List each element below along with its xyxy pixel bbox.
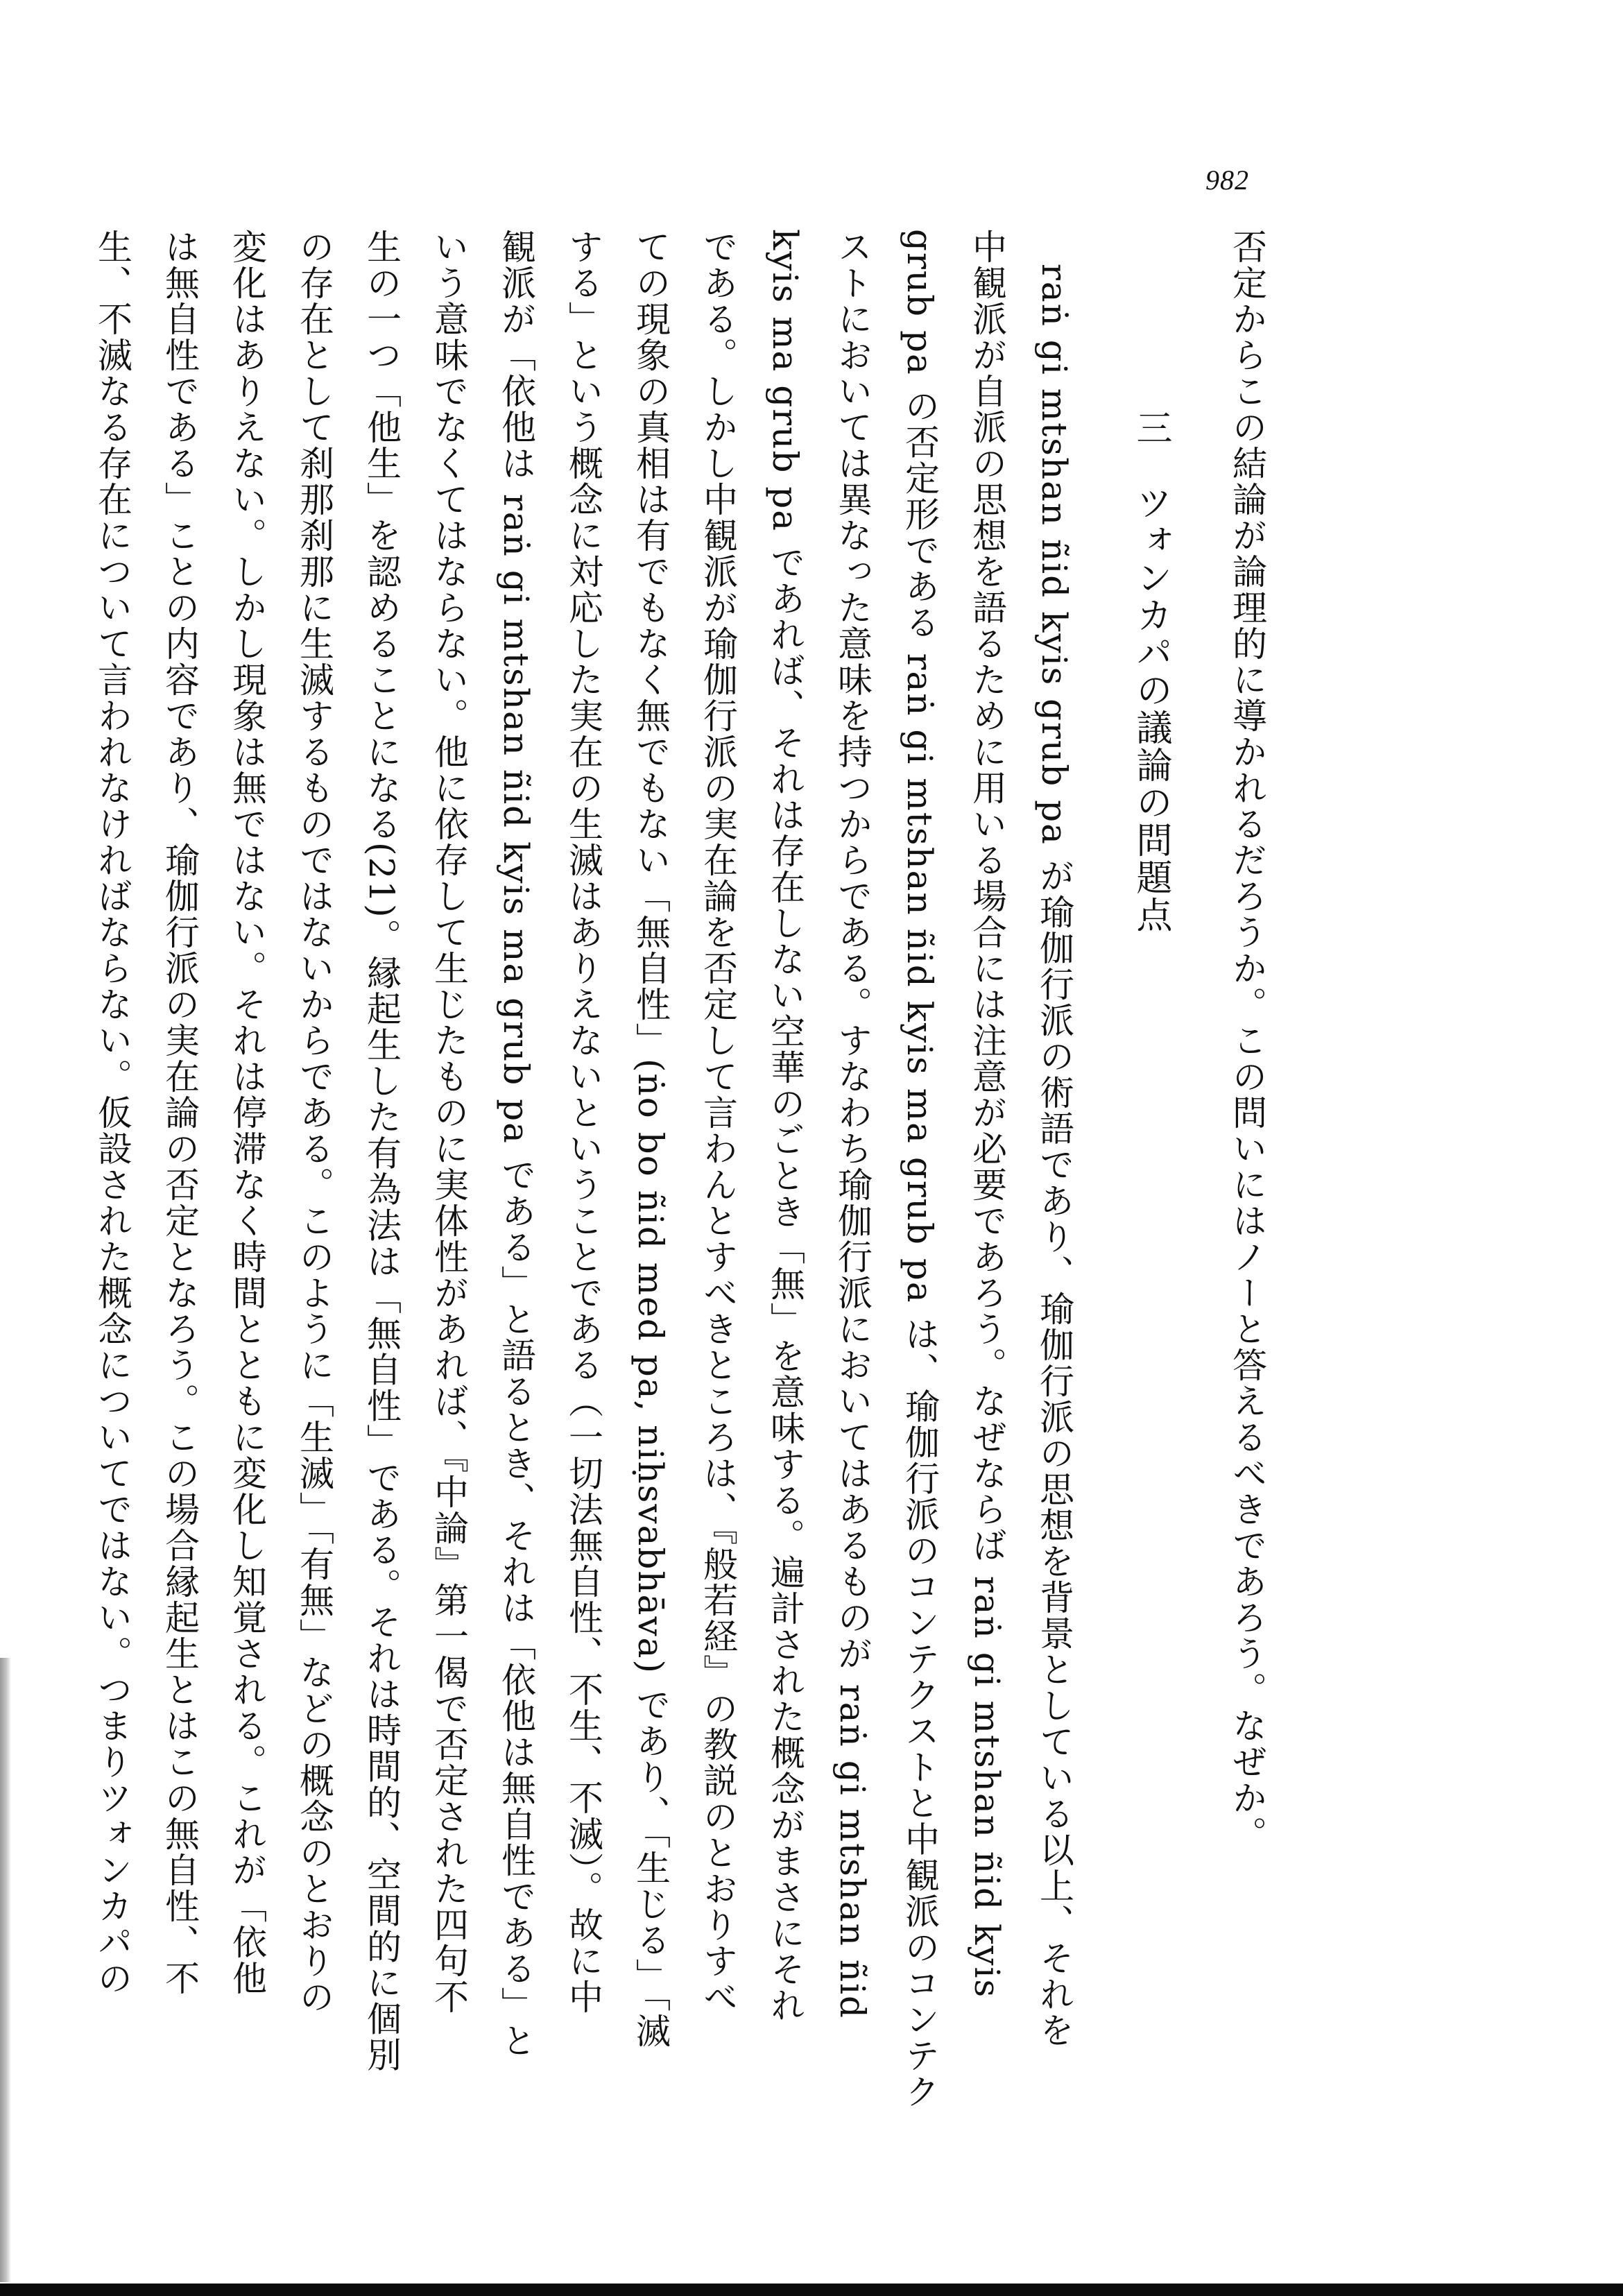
text-line: いう意味でなくてはならない。他に依存して生じたものに実体性があれば、『中論』第一偈で否定された四句不 xyxy=(429,229,469,2015)
text-line: raṅ gi mtshan ñid kyis grub pa が瑜伽行派の術語であり、瑜伽行派の思想を背景としている以上、それを xyxy=(1034,264,1074,2048)
scan-shadow-left xyxy=(0,1658,11,2282)
scan-shadow-bottom xyxy=(0,2284,1623,2296)
body-text xyxy=(78,229,1280,2116)
text-line: は無自性である」ことの内容であり、瑜伽行派の実在論の否定となろう。この場合縁起生とはこの無自性、不 xyxy=(160,229,200,1996)
text-line: ストにおいては異なった意味を持つからである。すなわち瑜伽行派においてはあるものが raṅ gi mtshan ñid xyxy=(832,229,873,2020)
text-line: する」という概念に対応した実在の生滅はありえないということである（一切法無自性、不生、不滅）。故に中 xyxy=(563,229,603,2015)
page-number: 982 xyxy=(1205,164,1249,196)
text-line: 変化はありえない。しかし現象は無ではない。それは停滞なく時間とともに変化し知覚される。これが「依他 xyxy=(227,229,267,1996)
text-line: の存在として刹那刹那に生滅するものではないからである。このように「生滅」「有無」などの概念のとおりの xyxy=(294,229,334,2015)
text-line: ての現象の真相は有でもなく無でもない「無自性」(ṅo bo ñid med pa, niḥsvabhāva) であり、「生じる」「滅 xyxy=(630,229,671,2049)
text-line: 観派が「依他は raṅ gi mtshan ñid kyis ma grub pa である」と語るとき、それは「依他は無自性である」と xyxy=(496,229,536,2059)
text-line: 生、不滅なる存在について言われなければならない。仮設された概念についてではない。つまりツォンカパの xyxy=(92,229,132,1996)
section-heading: 三 ツォンカパの議論の問題点 xyxy=(1130,409,1171,934)
text-line: 生の一つ「他生」を認めることになる(21)。縁起生した有為法は「無自性」である。それは時間的、空間的に個別 xyxy=(361,229,402,2073)
text-line: kyis ma grub pa であれば、それは存在しない空華のごとき「無」を意味する。遍計された概念がまさにそれ xyxy=(765,229,805,2023)
text-line: 否定からこの結論が論理的に導かれるだろうか。この問いにはノーと答えるべきであろう。なぜか。 xyxy=(1227,229,1267,1852)
text-line: grub pa の否定形である raṅ gi mtshan ñid kyis ma grub pa は、瑜伽行派のコンテクストと中観派のコンテク xyxy=(900,229,940,2110)
text-line: である。しかし中観派が瑜伽行派の実在論を否定して言わんとすべきところは、『般若経』の教説のとおりすべ xyxy=(698,229,738,2015)
text-line: 中観派が自派の思想を語るために用いる場合には注意が必要であろう。なぜならば raṅ gi mtshan ñid kyis xyxy=(967,229,1007,1999)
